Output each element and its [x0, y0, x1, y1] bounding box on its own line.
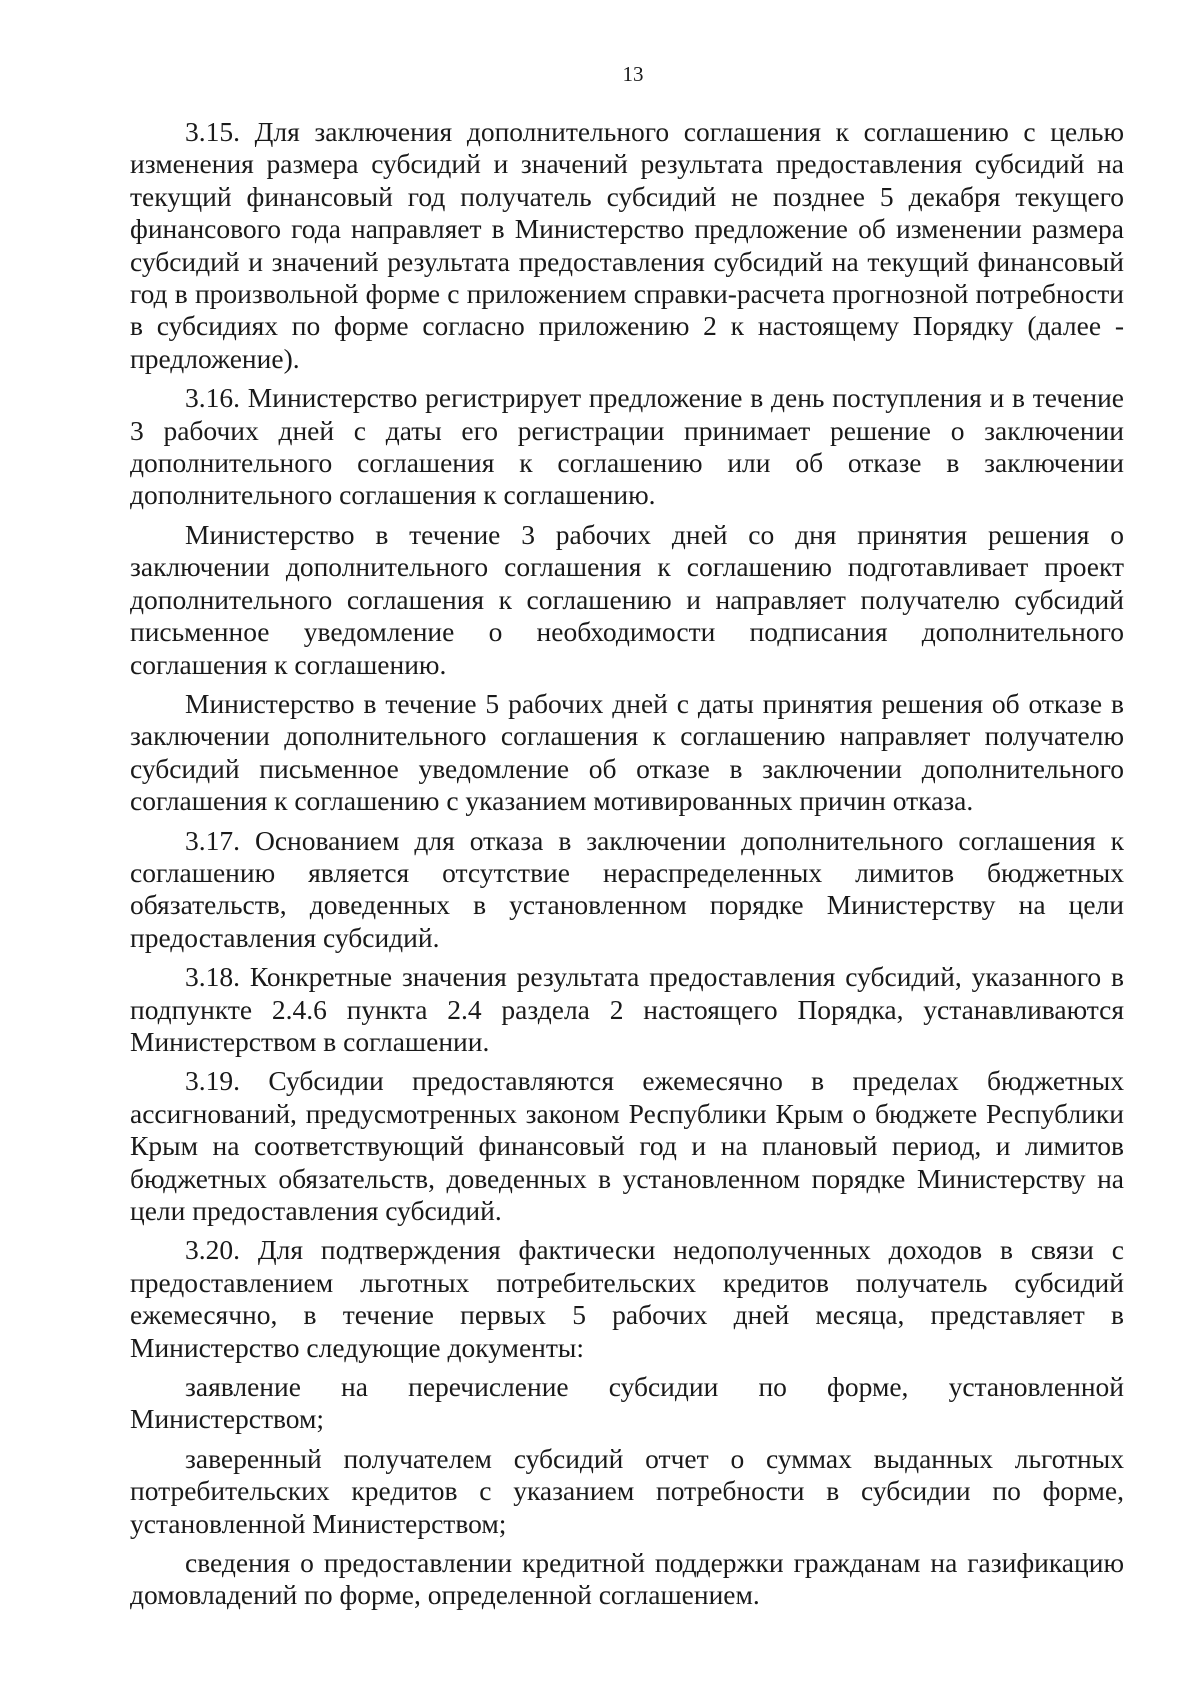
page-number: 13 [622, 62, 644, 86]
paragraph-3-16-approval: Министерство в течение 3 рабочих дней со дня принятия решения о заключении дополнительного соглашения к соглашению подготавливает проект дополнительного соглашения к соглашению и направляет получателю субсидий письменное уведомление о необходимости подписания дополнительного соглашения к соглашению. [130, 518, 1124, 680]
paragraph-3-20: 3.20. Для подтверждения фактически недополученных доходов в связи с предоставлением льготных потребительских кредитов получатель субсидий ежемесячно, в течение первых 5 рабочих дней месяца, представляет в Министерство следующие документы: [130, 1234, 1124, 1363]
list-item-report: заверенный получателем субсидий отчет о суммах выданных льготных потребительских кредитов с указанием потребности в субсидии по форме, установленной Министерством; [130, 1442, 1124, 1539]
paragraph-3-18: 3.18. Конкретные значения результата предоставления субсидий, указанного в подпункте 2.4.6 пункта 2.4 раздела 2 настоящего Порядка, устанавливаются Министерством в соглашении. [130, 961, 1124, 1057]
paragraph-3-15: 3.15. Для заключения дополнительного соглашения к соглашению с целью изменения размера субсидий и значений результата предоставления субсидий на текущий финансовый год получатель субсидий не позднее 5 декабря текущего финансового года направляет в Министерство предложение об изменении размера субсидий и значений результата предоставления субсидий на текущий финансовый год в произвольной форме с приложением справки-расчета прогнозной потребности в субсидиях по форме согласно приложению 2 к настоящему Порядку (далее - предложение). [130, 116, 1124, 374]
list-item-credit-info: сведения о предоставлении кредитной поддержки гражданам на газификацию домовладений по форме, определенной соглашением. [130, 1547, 1124, 1611]
paragraph-3-17: 3.17. Основанием для отказа в заключении дополнительного соглашения к соглашению является отсутствие нераспределенных лимитов бюджетных обязательств, доведенных в установленном порядке Министерству на цели предоставления субсидий. [130, 824, 1124, 953]
paragraph-3-16-refusal: Министерство в течение 5 рабочих дней с даты принятия решения об отказе в заключении дополнительного соглашения к соглашению направляет получателю субсидий письменное уведомление об отказе в заключении дополнительного соглашения к соглашению с указанием мотивированных причин отказа. [130, 687, 1124, 817]
paragraph-3-19: 3.19. Субсидии предоставляются ежемесячно в пределах бюджетных ассигнований, предусмотренных законом Республики Крым о бюджете Республики Крым на соответствующий финансовый год и на плановый период, и лимитов бюджетных обязательств, доведенных в установленном порядке Министерству на цели предоставления субсидий. [130, 1065, 1124, 1226]
paragraph-3-16: 3.16. Министерство регистрирует предложение в день поступления и в течение 3 рабочих дней с даты его регистрации принимает решение о заключении дополнительного соглашения к соглашению или об отказе в заключении дополнительного соглашения к соглашению. [130, 382, 1124, 511]
list-item-application: заявление на перечисление субсидии по форме, установленной Министерством; [130, 1371, 1124, 1435]
